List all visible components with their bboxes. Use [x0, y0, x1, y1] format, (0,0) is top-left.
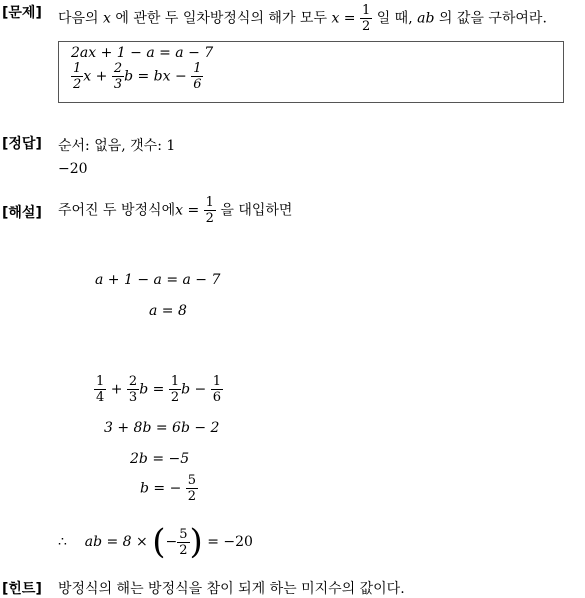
- step-6: b = − $\frac{5}{2}$: [140, 473, 197, 504]
- step-5: 2b = −5: [130, 451, 190, 467]
- step-3: $\frac{1}{4}$ + $\frac{2}{3}$ b = $\frac{1}{2}$ b − $\frac{1}{6}$: [96, 374, 221, 405]
- final-step: ∴ ab = 8 × (− $\frac{5}{2}$ ) = −20: [58, 522, 253, 562]
- problem-label: [문제]: [2, 5, 42, 21]
- equation-box: [58, 41, 564, 103]
- step-4: 3 + 8b = 6b − 2: [104, 420, 220, 436]
- answer-label: [정답]: [2, 136, 42, 152]
- right-paren: ): [189, 522, 203, 562]
- var-ab: ab: [417, 10, 435, 27]
- answer-value: −20: [58, 161, 88, 177]
- answer-info: 순서: 없음, 갯수: 1: [58, 138, 176, 154]
- equation-1: 2ax + 1 − a = a − 7: [71, 45, 214, 61]
- step-2: a = 8: [149, 303, 187, 319]
- problem-text-c: 일 때,: [372, 10, 418, 27]
- left-paren: (: [152, 522, 166, 562]
- hint-label: [힌트]: [2, 581, 42, 597]
- problem-text-d: 의 값을 구하여라.: [434, 10, 547, 27]
- therefore-symbol: ∴: [58, 534, 67, 550]
- var-x: x: [103, 10, 111, 27]
- problem-text-a: 다음의: [58, 10, 104, 27]
- step-1: a + 1 − a = a − 7: [95, 272, 221, 288]
- solution-intro: 주어진 두 방정식에x = $\frac{1}{2}$ 을 대입하면: [58, 195, 293, 226]
- condition-fraction: $\frac{1}{2}$: [361, 3, 371, 34]
- problem-statement: [58, 4, 547, 33]
- condition-lhs: x =: [331, 10, 356, 27]
- equation-2: $\frac{1}{2}$ x + $\frac{2}{3}$ b = bx − $\frac{1}{6}$: [73, 61, 202, 92]
- problem-text-b: 에 관한 두 일차방정식의 해가 모두: [110, 10, 332, 27]
- hint-text: 방정식의 해는 방정식을 참이 되게 하는 미지수의 값이다.: [58, 581, 405, 597]
- solution-label: [해설]: [2, 205, 42, 221]
